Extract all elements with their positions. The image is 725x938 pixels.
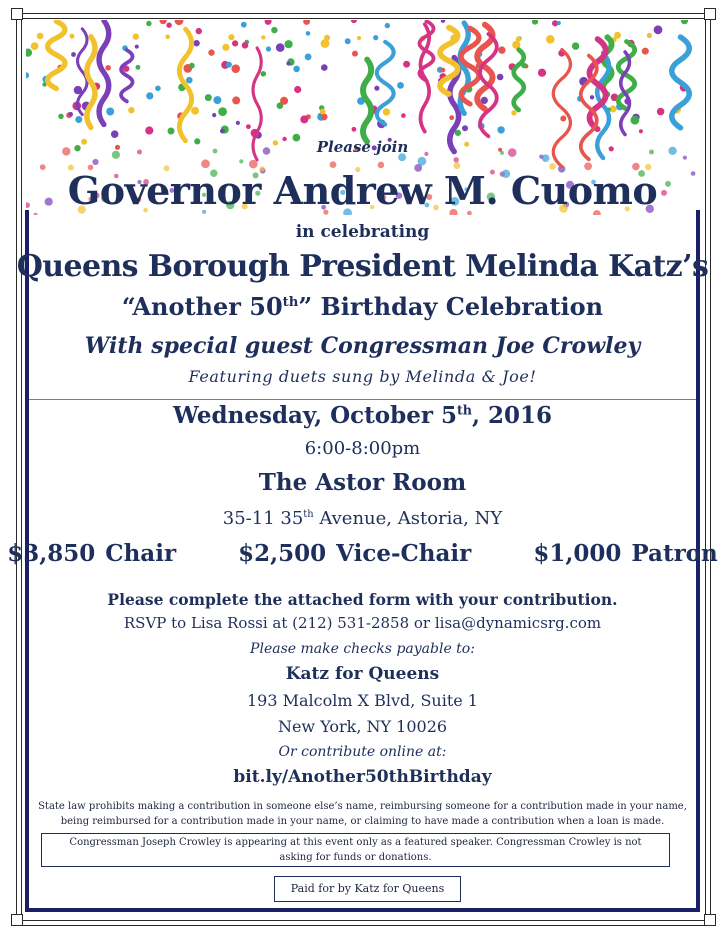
honoree-name: Queens Borough President Melinda Katz’s xyxy=(16,249,709,284)
checks-payable-label: Please make checks payable to: xyxy=(250,641,475,657)
speaker-notice-box xyxy=(41,833,670,867)
notice-line-2: asking for funds or donations. xyxy=(279,852,432,863)
legal-line-1: State law prohibits making a contribution in someone else’s name, reimbursing someone for a contribution made in your name, xyxy=(38,801,687,812)
special-guest-line: With special guest Congressman Joe Crowley xyxy=(84,333,641,359)
please-join-text: Please join xyxy=(316,138,409,156)
section-divider xyxy=(29,399,696,400)
rsvp-line: RSVP to Lisa Rossi at (212) 531-2858 or lisa@dynamicsrg.com xyxy=(123,614,602,632)
notice-line-1: Congressman Joseph Crowley is appearing at this event only as a featured speaker. Congressman Crowley is not xyxy=(69,837,642,848)
event-date: Wednesday, October 5th, 2016 xyxy=(172,402,553,429)
contribution-tiers xyxy=(0,540,725,567)
paid-for-box: Paid for by Katz for Queens xyxy=(274,876,461,902)
legal-disclaimer xyxy=(0,799,725,829)
corner-ornament-top-right xyxy=(704,8,716,20)
online-link[interactable]: bit.ly/Another50thBirthday xyxy=(233,767,492,787)
complete-form-text: Please complete the attached form with your contribution. xyxy=(107,590,618,609)
payee-name: Katz for Queens xyxy=(285,664,440,684)
payee-city: New York, NY 10026 xyxy=(277,717,448,736)
tier-vice-chair: $2,500 Vice-Chair xyxy=(238,540,472,567)
event-time: 6:00-8:00pm xyxy=(304,438,421,459)
corner-ornament-bottom-left xyxy=(11,914,23,926)
event-venue: The Astor Room xyxy=(258,469,467,496)
corner-ornament-bottom-right xyxy=(704,914,716,926)
corner-ornament-top-left xyxy=(11,8,23,20)
payee-street: 193 Malcolm X Blvd, Suite 1 xyxy=(247,691,478,710)
featuring-line: Featuring duets sung by Melinda & Joe! xyxy=(188,367,537,386)
legal-line-2: being reimbursed for a contribution made in your name, or claiming to have made a contribution when a loan is made. xyxy=(60,816,665,827)
online-label: Or contribute online at: xyxy=(278,744,447,760)
in-celebrating-text: in celebrating xyxy=(295,222,430,242)
event-address: 35-11 35th Avenue, Astoria, NY xyxy=(222,508,503,529)
tier-chair: $3,850 Chair xyxy=(7,540,177,567)
tier-patron: $1,000 Patron xyxy=(533,540,718,567)
event-name: “Another 50th” Birthday Celebration xyxy=(121,292,604,321)
host-name: Governor Andrew M. Cuomo xyxy=(67,168,658,213)
